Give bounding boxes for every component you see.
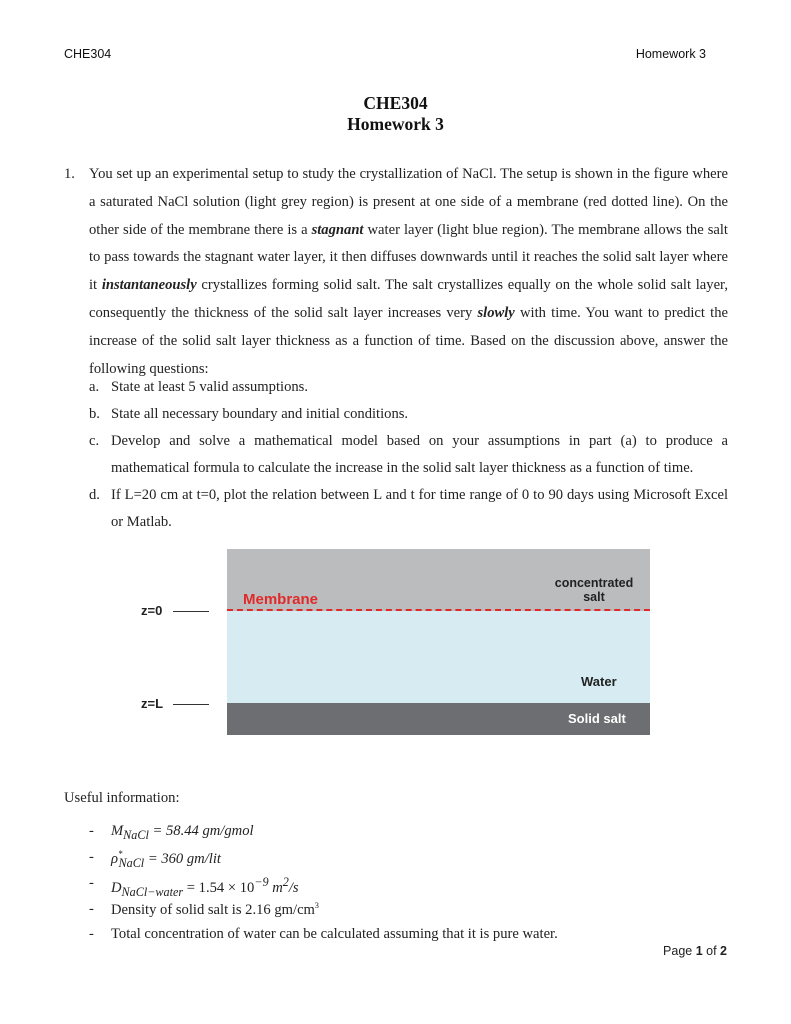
exponent: 2 [282,875,289,889]
zL-tick [173,704,209,705]
total-pages: 2 [720,944,727,958]
dash: - [89,901,94,917]
part-c [89,428,728,482]
part-text: Develop and solve a mathematical model based on your assumptions in part (a) to produce a mathematical formula to calculate the increase in the solid salt layer thickness as a function of time. [111,433,728,476]
dash: - [89,875,94,891]
text: You set up an experimental setup to study the crystallization of NaCl. The setup is shown in the figure where a saturated NaCl solution (light grey region) is present at one side of a membrane (red dotted line). On the other side of the membrane there is a [89,166,728,238]
text: water layer (light blue region). The membrane allows the salt to pass towards the stagnant water layer, it then diffuses downwards until it reaches the solid salt layer where it [89,221,728,294]
page-prefix: Page [663,944,696,958]
symbol: ρ [111,850,119,867]
question-text [89,161,728,383]
part-text: State at least 5 valid assumptions. [111,379,308,395]
value: = 58.44 gm/gmol [148,823,254,839]
part-label: a. [89,379,100,395]
superscript: * [118,849,123,859]
question-number: 1. [64,166,75,182]
z0-tick [173,611,209,612]
part-a [89,374,728,401]
concentrated-label: concentrated [554,576,634,590]
header-course: CHE304 [64,47,112,61]
useful-info-heading: Useful information: [64,790,180,806]
text: crystallizes forming solid salt. The salt crystallizes equally on the whole solid salt layer, consequently the thickness of the solid salt layer increases very [89,277,728,321]
emphasis: instantaneously [101,277,197,294]
part-d [89,482,728,536]
subscript: NaCl−water [121,884,184,899]
symbol: M [111,823,124,839]
page-number [663,944,727,958]
water-region [227,611,650,703]
unit: m [268,879,283,896]
emphasis: stagnant [311,221,364,238]
part-label: b. [89,406,100,422]
value: = 360 gm/lit [144,850,221,867]
membrane-label: Membrane [243,591,319,608]
dash: - [89,926,94,942]
title-assignment: Homework 3 [347,114,444,134]
exponent: −9 [254,875,269,889]
setup-diagram [227,549,650,735]
unit: /s [288,879,299,896]
header-assignment: Homework 3 [635,47,706,61]
value: = 1.54 × 10 [183,879,255,896]
part-label: d. [89,487,100,503]
subscript: NaCl [118,855,145,870]
solid-salt-label: Solid salt [568,711,626,726]
membrane-line [227,609,650,611]
salt-label: salt [583,590,605,604]
part-text: If L=20 cm at t=0, plot the relation between L and t for time range of 0 to 90 days using Microsoft Excel or Matlab. [111,487,728,530]
part-b [89,401,728,428]
text: Density of solid salt is 2.16 gm/cm [111,901,315,918]
text: with time. You want to predict the increase of the solid salt layer thickness as a function of time. Based on the discussion above, answer the following questions: [89,304,728,377]
dash: - [89,849,94,865]
zL-label: z=L [141,696,164,711]
subscript: NaCl [123,827,149,842]
part-text: State all necessary boundary and initial conditions. [111,406,409,422]
title-course: CHE304 [363,93,428,113]
current-page: 1 [695,944,703,958]
text: Total concentration of water can be calculated assuming that it is pure water. [111,926,558,942]
superscript: 3 [314,901,319,910]
part-label: c. [89,433,100,449]
emphasis: slowly [477,304,515,321]
z0-label: z=0 [141,603,163,618]
of: of [702,944,721,958]
dash: - [89,823,94,839]
symbol: D [111,879,122,896]
water-label: Water [581,674,617,689]
